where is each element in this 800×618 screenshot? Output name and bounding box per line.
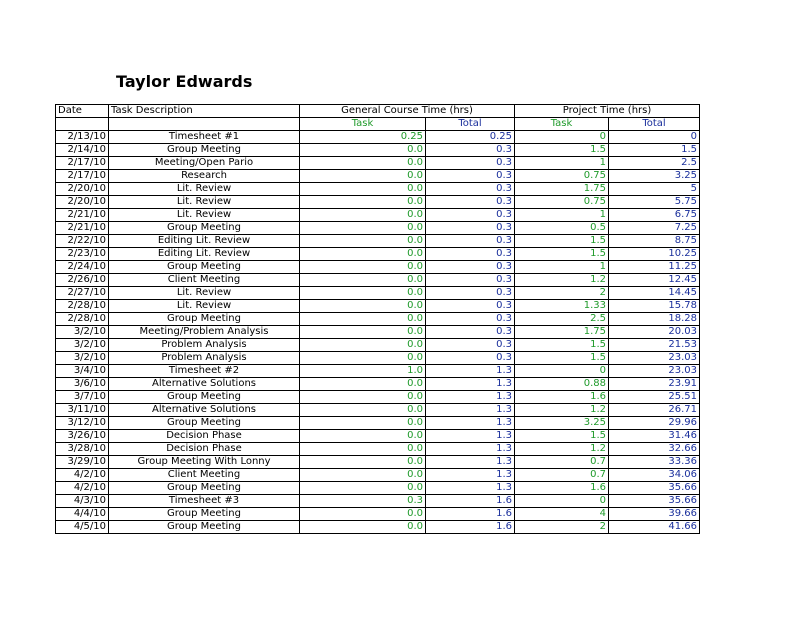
general-total-cell: 0.3 (426, 209, 515, 222)
description-cell: Lit. Review (109, 209, 300, 222)
project-task-cell: 0.75 (515, 170, 609, 183)
project-task-cell: 1.5 (515, 430, 609, 443)
table-row (56, 222, 700, 235)
table-row (56, 300, 700, 313)
table-row (56, 521, 700, 534)
project-time-header: Project Time (hrs) (515, 105, 700, 118)
date-cell: 3/7/10 (56, 391, 109, 404)
general-total-cell: 0.3 (426, 313, 515, 326)
description-cell: Timesheet #2 (109, 365, 300, 378)
date-cell: 2/21/10 (56, 222, 109, 235)
general-total-cell: 0.3 (426, 287, 515, 300)
project-task-cell: 1.2 (515, 404, 609, 417)
general-total-cell: 1.6 (426, 521, 515, 534)
table-row (56, 261, 700, 274)
table-row (56, 196, 700, 209)
general-total-cell: 1.3 (426, 482, 515, 495)
general-total-cell: 1.3 (426, 430, 515, 443)
project-total-cell: 3.25 (609, 170, 700, 183)
project-task-cell: 1.75 (515, 326, 609, 339)
general-task-cell: 0.0 (300, 352, 426, 365)
description-cell: Research (109, 170, 300, 183)
description-cell: Lit. Review (109, 183, 300, 196)
table-row (56, 248, 700, 261)
description-cell: Group Meeting (109, 261, 300, 274)
subheader-row (56, 118, 700, 131)
description-cell: Client Meeting (109, 274, 300, 287)
timesheet-table (55, 104, 700, 534)
date-cell: 4/4/10 (56, 508, 109, 521)
description-cell: Group Meeting (109, 521, 300, 534)
description-cell: Lit. Review (109, 196, 300, 209)
date-cell: 2/13/10 (56, 131, 109, 144)
general-task-cell: 0.0 (300, 391, 426, 404)
general-total-cell: 0.3 (426, 235, 515, 248)
page-title: Taylor Edwards (116, 72, 253, 91)
general-task-cell: 0.0 (300, 456, 426, 469)
description-cell: Lit. Review (109, 287, 300, 300)
description-cell: Client Meeting (109, 469, 300, 482)
project-total-cell: 12.45 (609, 274, 700, 287)
table-row (56, 209, 700, 222)
table-row (56, 378, 700, 391)
project-total-cell: 14.45 (609, 287, 700, 300)
general-task-cell: 0.0 (300, 209, 426, 222)
date-header: Date (56, 105, 109, 118)
project-total-cell: 25.51 (609, 391, 700, 404)
date-cell: 4/5/10 (56, 521, 109, 534)
date-cell: 2/22/10 (56, 235, 109, 248)
date-cell: 3/2/10 (56, 326, 109, 339)
general-task-cell: 0.0 (300, 183, 426, 196)
general-task-cell: 0.0 (300, 443, 426, 456)
project-total-cell: 33.36 (609, 456, 700, 469)
table-row (56, 352, 700, 365)
general-total-cell: 1.3 (426, 456, 515, 469)
table-row (56, 170, 700, 183)
general-total-cell: 1.3 (426, 404, 515, 417)
general-task-cell: 0.0 (300, 248, 426, 261)
date-cell: 4/2/10 (56, 482, 109, 495)
general-total-cell: 0.3 (426, 196, 515, 209)
project-total-cell: 0 (609, 131, 700, 144)
project-total-cell: 31.46 (609, 430, 700, 443)
date-cell: 3/26/10 (56, 430, 109, 443)
general-total-cell: 0.3 (426, 261, 515, 274)
project-total-cell: 23.91 (609, 378, 700, 391)
date-cell: 2/21/10 (56, 209, 109, 222)
project-total-cell: 15.78 (609, 300, 700, 313)
date-cell: 3/28/10 (56, 443, 109, 456)
project-task-cell: 1 (515, 261, 609, 274)
general-total-cell: 1.3 (426, 469, 515, 482)
table-row (56, 482, 700, 495)
description-cell: Decision Phase (109, 443, 300, 456)
table-row (56, 144, 700, 157)
general-total-cell: 1.3 (426, 417, 515, 430)
project-task-cell: 0.5 (515, 222, 609, 235)
description-cell: Meeting/Problem Analysis (109, 326, 300, 339)
description-cell: Editing Lit. Review (109, 248, 300, 261)
description-cell: Group Meeting (109, 508, 300, 521)
project-total-cell: 29.96 (609, 417, 700, 430)
description-cell: Meeting/Open Pario (109, 157, 300, 170)
project-total-cell: 7.25 (609, 222, 700, 235)
date-cell: 2/20/10 (56, 183, 109, 196)
general-task-cell: 0.0 (300, 287, 426, 300)
general-task-header: Task (300, 118, 426, 131)
project-total-cell: 32.66 (609, 443, 700, 456)
table-row (56, 417, 700, 430)
description-cell: Timesheet #3 (109, 495, 300, 508)
general-task-cell: 0.0 (300, 417, 426, 430)
general-task-cell: 0.0 (300, 261, 426, 274)
general-total-cell: 0.3 (426, 170, 515, 183)
project-total-header: Total (609, 118, 700, 131)
project-task-cell: 1.33 (515, 300, 609, 313)
date-cell: 2/26/10 (56, 274, 109, 287)
date-cell: 3/2/10 (56, 352, 109, 365)
general-task-cell: 0.0 (300, 157, 426, 170)
general-total-cell: 1.6 (426, 495, 515, 508)
general-task-cell: 0.0 (300, 482, 426, 495)
general-task-cell: 0.0 (300, 339, 426, 352)
project-task-cell: 1.2 (515, 443, 609, 456)
date-cell: 3/12/10 (56, 417, 109, 430)
general-total-cell: 0.25 (426, 131, 515, 144)
general-task-cell: 0.0 (300, 300, 426, 313)
project-total-cell: 23.03 (609, 352, 700, 365)
general-task-cell: 0.0 (300, 313, 426, 326)
general-total-cell: 0.3 (426, 274, 515, 287)
project-task-cell: 2.5 (515, 313, 609, 326)
general-task-cell: 1.0 (300, 365, 426, 378)
general-task-cell: 0.0 (300, 144, 426, 157)
project-task-cell: 1.5 (515, 235, 609, 248)
date-cell: 3/29/10 (56, 456, 109, 469)
description-cell: Editing Lit. Review (109, 235, 300, 248)
description-cell: Timesheet #1 (109, 131, 300, 144)
table-row (56, 430, 700, 443)
table-row (56, 326, 700, 339)
date-cell: 3/11/10 (56, 404, 109, 417)
description-cell: Alternative Solutions (109, 378, 300, 391)
project-total-cell: 18.28 (609, 313, 700, 326)
header-row (56, 105, 700, 118)
table-row (56, 313, 700, 326)
project-total-cell: 11.25 (609, 261, 700, 274)
general-total-cell: 1.6 (426, 508, 515, 521)
project-task-cell: 1.75 (515, 183, 609, 196)
general-task-cell: 0.0 (300, 430, 426, 443)
project-task-cell: 0 (515, 495, 609, 508)
project-total-cell: 10.25 (609, 248, 700, 261)
table-row (56, 365, 700, 378)
general-total-cell: 0.3 (426, 352, 515, 365)
project-task-cell: 1 (515, 209, 609, 222)
date-cell: 2/27/10 (56, 287, 109, 300)
description-cell: Group Meeting (109, 222, 300, 235)
date-cell: 2/17/10 (56, 157, 109, 170)
empty-cell (56, 118, 109, 131)
description-header: Task Description (109, 105, 300, 118)
general-task-cell: 0.25 (300, 131, 426, 144)
description-cell: Alternative Solutions (109, 404, 300, 417)
project-total-cell: 35.66 (609, 482, 700, 495)
project-task-cell: 1.5 (515, 352, 609, 365)
description-cell: Group Meeting (109, 417, 300, 430)
project-total-cell: 34.06 (609, 469, 700, 482)
general-total-cell: 0.3 (426, 157, 515, 170)
description-cell: Group Meeting With Lonny (109, 456, 300, 469)
empty-cell (109, 118, 300, 131)
general-task-cell: 0.3 (300, 495, 426, 508)
date-cell: 2/28/10 (56, 300, 109, 313)
date-cell: 3/6/10 (56, 378, 109, 391)
general-task-cell: 0.0 (300, 404, 426, 417)
project-total-cell: 20.03 (609, 326, 700, 339)
description-cell: Group Meeting (109, 144, 300, 157)
general-total-cell: 1.3 (426, 378, 515, 391)
description-cell: Problem Analysis (109, 339, 300, 352)
project-task-cell: 0.75 (515, 196, 609, 209)
general-task-cell: 0.0 (300, 235, 426, 248)
general-total-cell: 0.3 (426, 326, 515, 339)
general-total-cell: 0.3 (426, 183, 515, 196)
project-task-cell: 0.7 (515, 469, 609, 482)
date-cell: 3/2/10 (56, 339, 109, 352)
table-row (56, 183, 700, 196)
project-task-cell: 0.88 (515, 378, 609, 391)
date-cell: 2/17/10 (56, 170, 109, 183)
general-total-cell: 0.3 (426, 300, 515, 313)
general-total-cell: 1.3 (426, 365, 515, 378)
table-row (56, 391, 700, 404)
project-total-cell: 26.71 (609, 404, 700, 417)
general-total-header: Total (426, 118, 515, 131)
project-task-cell: 1 (515, 157, 609, 170)
general-total-cell: 0.3 (426, 144, 515, 157)
general-task-cell: 0.0 (300, 222, 426, 235)
project-total-cell: 23.03 (609, 365, 700, 378)
project-total-cell: 2.5 (609, 157, 700, 170)
project-task-cell: 1.6 (515, 482, 609, 495)
project-task-cell: 4 (515, 508, 609, 521)
table-row (56, 157, 700, 170)
project-task-cell: 0 (515, 131, 609, 144)
general-total-cell: 0.3 (426, 248, 515, 261)
description-cell: Decision Phase (109, 430, 300, 443)
project-task-header: Task (515, 118, 609, 131)
description-cell: Group Meeting (109, 313, 300, 326)
project-task-cell: 0 (515, 365, 609, 378)
date-cell: 2/23/10 (56, 248, 109, 261)
general-task-cell: 0.0 (300, 508, 426, 521)
table-row (56, 456, 700, 469)
table-row (56, 131, 700, 144)
general-course-time-header: General Course Time (hrs) (300, 105, 515, 118)
project-total-cell: 1.5 (609, 144, 700, 157)
project-total-cell: 41.66 (609, 521, 700, 534)
date-cell: 4/3/10 (56, 495, 109, 508)
general-task-cell: 0.0 (300, 521, 426, 534)
general-total-cell: 1.3 (426, 443, 515, 456)
project-total-cell: 35.66 (609, 495, 700, 508)
project-total-cell: 39.66 (609, 508, 700, 521)
project-task-cell: 2 (515, 287, 609, 300)
project-total-cell: 5.75 (609, 196, 700, 209)
project-total-cell: 5 (609, 183, 700, 196)
general-total-cell: 0.3 (426, 339, 515, 352)
description-cell: Group Meeting (109, 391, 300, 404)
project-task-cell: 1.5 (515, 144, 609, 157)
general-task-cell: 0.0 (300, 170, 426, 183)
project-task-cell: 1.5 (515, 248, 609, 261)
general-task-cell: 0.0 (300, 326, 426, 339)
project-total-cell: 6.75 (609, 209, 700, 222)
table-body (56, 131, 700, 534)
description-cell: Group Meeting (109, 482, 300, 495)
project-task-cell: 1.6 (515, 391, 609, 404)
project-total-cell: 21.53 (609, 339, 700, 352)
project-task-cell: 1.2 (515, 274, 609, 287)
project-task-cell: 3.25 (515, 417, 609, 430)
project-task-cell: 2 (515, 521, 609, 534)
date-cell: 2/24/10 (56, 261, 109, 274)
table-row (56, 274, 700, 287)
table-row (56, 443, 700, 456)
description-cell: Problem Analysis (109, 352, 300, 365)
table-row (56, 469, 700, 482)
general-task-cell: 0.0 (300, 378, 426, 391)
date-cell: 2/14/10 (56, 144, 109, 157)
date-cell: 3/4/10 (56, 365, 109, 378)
date-cell: 2/28/10 (56, 313, 109, 326)
table-row (56, 235, 700, 248)
date-cell: 2/20/10 (56, 196, 109, 209)
table-row (56, 495, 700, 508)
general-task-cell: 0.0 (300, 469, 426, 482)
general-task-cell: 0.0 (300, 274, 426, 287)
date-cell: 4/2/10 (56, 469, 109, 482)
table-row (56, 287, 700, 300)
project-task-cell: 0.7 (515, 456, 609, 469)
table-row (56, 404, 700, 417)
project-task-cell: 1.5 (515, 339, 609, 352)
project-total-cell: 8.75 (609, 235, 700, 248)
table-row (56, 508, 700, 521)
table-row (56, 339, 700, 352)
general-total-cell: 1.3 (426, 391, 515, 404)
description-cell: Lit. Review (109, 300, 300, 313)
general-task-cell: 0.0 (300, 196, 426, 209)
general-total-cell: 0.3 (426, 222, 515, 235)
